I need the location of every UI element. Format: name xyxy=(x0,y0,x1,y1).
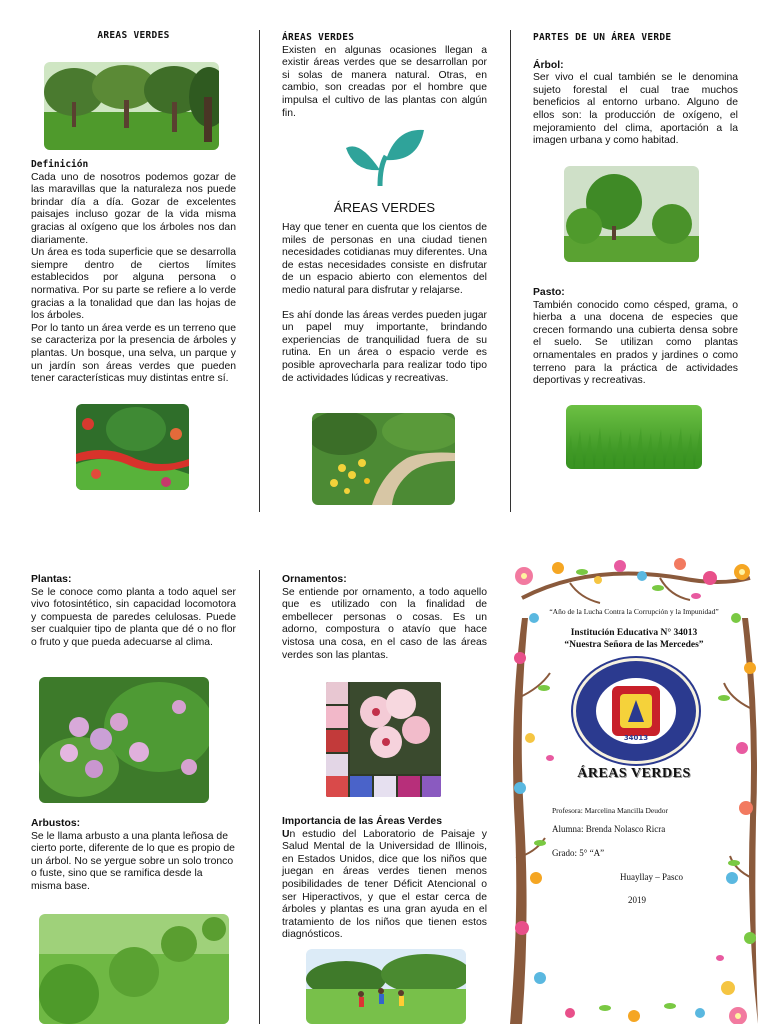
definition-paragraph: Por lo tanto un área verde es un terreno que se caracteriza por la presencia de árboles y plantas. Un bosque, una selva, un parque y un jardín son áreas verdes que pueden tener características muy distintas entre sí. xyxy=(31,322,236,385)
teacher-name: Profesora: Marcelina Mancilla Deudor xyxy=(552,806,668,815)
tree-topiary-image xyxy=(564,166,699,262)
ornamentos-section xyxy=(282,574,487,662)
drop-initial: U xyxy=(282,828,290,840)
panel-title: ÁREAS VERDES xyxy=(282,32,355,43)
panel-partes xyxy=(533,32,738,148)
shrubs-image xyxy=(39,914,229,1024)
panel-areas-verdes-2 xyxy=(282,32,487,120)
panel-2-body xyxy=(282,222,487,385)
plantas-heading: Plantas: xyxy=(31,574,72,585)
definition-paragraph: Un área es toda superficie que se desarrolla siempre dentro de ciertos límites establecidos por alguna persona o normativa. Por su parte se refiere a lo verde gracias a la tonalidad que dan las hojas de los árboles. xyxy=(31,247,236,322)
cover-title: ÁREAS VERDES xyxy=(577,766,691,781)
importancia-text: n estudio del Laboratorio de Paisaje y Salud Mental de la Universidad de Illinois, en Estados Unidos, dice que los niños que juegan en áreas verdes tienen menos posibilidades de tener Déficit Atencional o ser Hiperactivos, y que el estar cerca de árboles y plantas es una gran ayuda en el tratamiento de los niños que tienen estos diagnósticos. xyxy=(282,828,487,941)
plantas-section xyxy=(31,574,236,650)
arbol-paragraph: Ser vivo el cual también se le denomina sujeto forestal el cual trae muchos beneficios al entorno urbano. Alguno de ellos son: la producción de oxígeno, el mejoramiento del clima, aportación a la imagen urbana y como habitad. xyxy=(533,72,738,147)
children-playing-image xyxy=(306,949,466,1024)
year-motto: “Año de la Lucha Contra la Corrupción y la Impunidad” xyxy=(549,607,719,616)
year: 2019 xyxy=(628,895,646,905)
svg-text:34013: 34013 xyxy=(623,734,649,742)
grade: Grado: 5° “A” xyxy=(552,848,605,858)
pasto-paragraph: También conocido como césped, grama, o hierba a una docena de especies que crecen formando una cubierta densa sobre el suelo. Se utilizan como plantas ornamentales en prados y jardines o como terreno para la práctica de actividades deportivas y recreativas. xyxy=(533,299,738,387)
pasto-heading: Pasto: xyxy=(533,287,565,298)
column-divider xyxy=(510,30,511,512)
seal-icon xyxy=(570,656,702,766)
ornamentos-heading: Ornamentos: xyxy=(282,574,347,585)
column-divider xyxy=(259,30,260,512)
grass-image xyxy=(566,405,702,469)
arbustos-heading: Arbustos: xyxy=(31,818,81,829)
place: Huayllay – Pasco xyxy=(620,872,683,882)
arbustos-section xyxy=(31,818,236,894)
plantas-paragraph: Se le conoce como planta a todo aquel ser vivo fotosintético, sin capacidad locomotora y compuesta de paredes celulosas. Puede ser cualquier tipo de planta que dé o no flor o fruto y que pueda adecuarse al clima. xyxy=(31,586,236,648)
institution-name: Institución Educativa N° 34013 xyxy=(570,628,698,638)
intro-paragraph: Existen en algunas ocasiones llegan a existir áreas verdes que se desarrollan por si solas de manera natural. Otras, en cambio, son creadas por el hombre que impulsa el cultivo de las plantas con algún fin. xyxy=(282,44,487,119)
importancia-section xyxy=(282,816,487,942)
student-name: Alumna: Brenda Nolasco Ricra xyxy=(552,824,666,834)
school-name: “Nuestra Señora de las Mercedes” xyxy=(564,640,704,650)
park-trees-image xyxy=(44,62,219,150)
definition-heading: Definición xyxy=(31,159,89,170)
definition-paragraph: Cada uno de nosotros podemos gozar de las maravillas que la naturaleza nos puede brindar día a día. Gozar de excelentes paisajes incluso gozar de la vida misma gracias al oxígeno que los árboles nos dan diariamente. xyxy=(31,171,236,246)
pasto-section xyxy=(533,287,738,388)
cover-panel xyxy=(510,558,758,1024)
school-seal xyxy=(570,656,702,766)
sprout-icon xyxy=(340,126,426,190)
panel-areas-verdes xyxy=(31,30,236,43)
hydrangea-image xyxy=(39,677,209,803)
arbol-heading: Árbol: xyxy=(533,59,564,71)
body-paragraph: Es ahí donde las áreas verdes pueden jugar un papel muy importante, brindando experiencias de tranquilidad fuera de su rutina. En un área o espacio verde es posible aprovecharla para realizar todo tipo de actividades lúdicas y recreativas. xyxy=(282,309,487,384)
logo-title: ÁREAS VERDES xyxy=(333,200,436,215)
definition-section xyxy=(31,159,236,386)
garden-path-image xyxy=(312,413,455,505)
ornamentos-paragraph: Se entiende por ornamento, a todo aquello que es utilizado con la finalidad de embellecer personas o cosas. Es un adorno, compostura o atavío que hace vistosa una cosa, en el caso de las áreas verdes son las plantas. xyxy=(282,586,487,661)
leaf-logo xyxy=(340,126,426,190)
garden-flowers-image xyxy=(76,404,189,490)
body-paragraph: Hay que tener en cuenta que los cientos de miles de personas en una ciudad tienen necesidades cotidianas muy diferentes. Una de estas necesidades consiste en disfrutar de un espacio abierto con elementos del medio natural para disfrutar y relajarse. xyxy=(282,222,487,296)
importancia-heading: Importancia de las Áreas Verdes xyxy=(282,816,442,827)
column-divider xyxy=(259,570,260,1024)
panel-title: AREAS VERDES xyxy=(97,30,170,41)
arbustos-paragraph: Se le llama arbusto a una planta leñosa de cierto porte, diferente de lo que es propio de un árbol. No se yergue sobre un solo tronco o fuste, sino que se ramifica desde la misma base. xyxy=(31,830,235,892)
importancia-paragraph xyxy=(282,829,487,942)
flowers-collage-image xyxy=(326,682,441,797)
panel-title: PARTES DE UN ÁREA VERDE xyxy=(533,32,672,43)
